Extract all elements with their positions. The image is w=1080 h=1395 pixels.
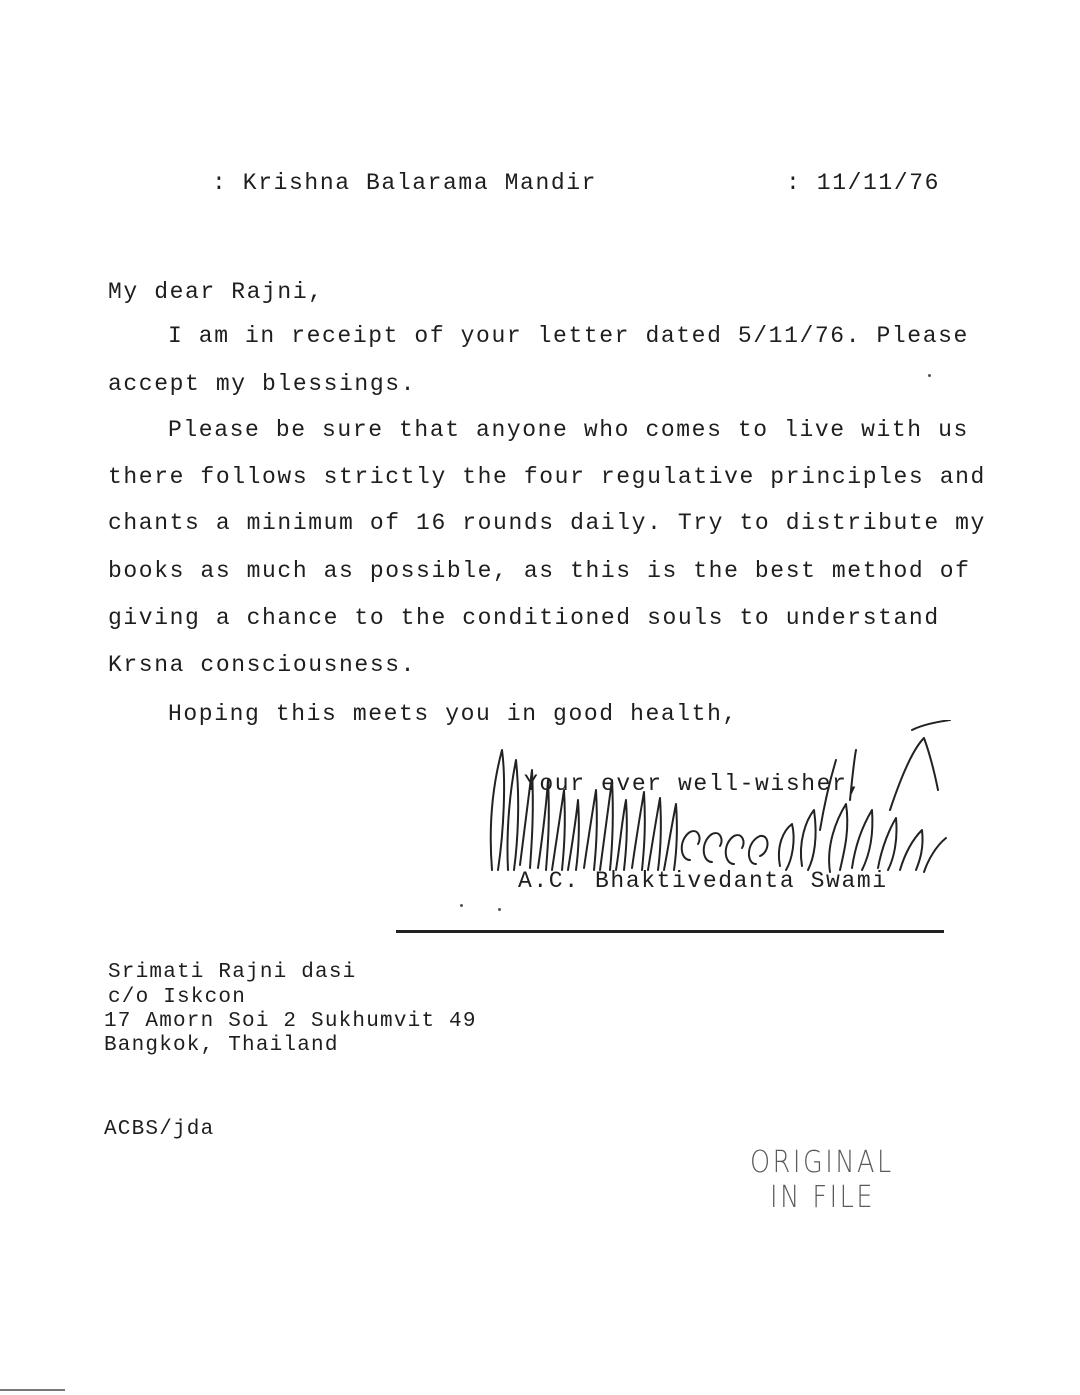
header-date: : 11/11/76 xyxy=(786,170,941,196)
ink-speck xyxy=(460,904,463,907)
recipient-line2: c/o Iskcon xyxy=(108,986,247,1009)
paragraph2-line4: books as much as possible, as this is the best method of xyxy=(108,558,971,584)
recipient-line4: Bangkok, Thailand xyxy=(104,1034,339,1057)
ink-speck xyxy=(928,374,931,377)
recipient-line3: 17 Amorn Soi 2 Sukhumvit 49 xyxy=(104,1010,477,1033)
paragraph2-line3: chants a minimum of 16 rounds daily. Try to distribute my xyxy=(108,510,986,536)
closing-line: Hoping this meets you in good health, xyxy=(168,701,738,727)
valediction: Your ever well-wisher, xyxy=(524,771,863,797)
ink-speck xyxy=(498,908,501,911)
paragraph2-line5: giving a chance to the conditioned souls to understand xyxy=(108,605,940,631)
signature-rule xyxy=(396,930,944,933)
paragraph2-line2: there follows strictly the four regulative principles and xyxy=(108,464,986,490)
handwritten-signature xyxy=(480,720,960,920)
paragraph1-line2: accept my blessings. xyxy=(108,371,417,397)
stamp-in-file: IN FILE xyxy=(770,1180,876,1215)
recipient-line1: Srimati Rajni dasi xyxy=(108,961,357,984)
paragraph1-line1: I am in receipt of your letter dated 5/11/76. Please xyxy=(168,323,969,349)
salutation: My dear Rajni, xyxy=(108,279,324,305)
page-edge-mark xyxy=(0,1389,65,1391)
stamp-original: ORIGINAL xyxy=(750,1145,894,1180)
paragraph2-line6: Krsna consciousness. xyxy=(108,652,417,678)
header-place: : Krishna Balarama Mandir xyxy=(212,170,598,196)
signer-name: A.C. Bhaktivedanta Swami xyxy=(518,868,888,894)
reference-initials: ACBS/jda xyxy=(104,1118,215,1141)
paragraph2-line1: Please be sure that anyone who comes to live with us xyxy=(168,417,969,443)
